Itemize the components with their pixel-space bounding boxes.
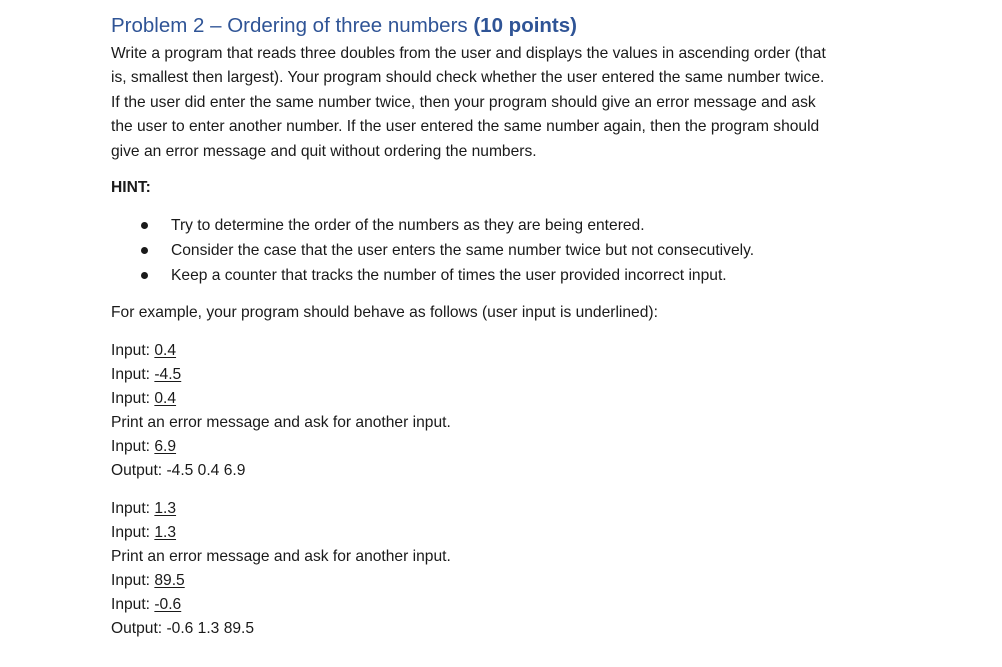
user-input: -0.6 (154, 596, 182, 613)
description-line: is, smallest then largest). Your program should check whether the user entered the same number twice. (111, 69, 825, 87)
hint-item (140, 238, 754, 263)
example-line (111, 569, 451, 593)
example-line (111, 459, 451, 483)
description-line: the user to enter another number. If the user entered the same number again, then the program should (111, 118, 820, 136)
title-text: Problem 2 – Ordering of three numbers (111, 14, 474, 37)
example-line (111, 387, 451, 411)
user-input: 1.3 (154, 524, 177, 541)
hint-text: Try to determine the order of the numbers as they are being entered. (171, 217, 645, 234)
hint-text: Keep a counter that tracks the number of times the user provided incorrect input. (171, 267, 727, 284)
description-line: Write a program that reads three doubles from the user and displays the values in ascending order (that (111, 45, 826, 62)
example-line (111, 435, 451, 459)
user-input: 0.4 (154, 390, 177, 407)
example-line (111, 545, 451, 569)
line-label: Input: (111, 596, 155, 613)
user-input: 0.4 (154, 342, 177, 359)
line-label: Input: (111, 366, 155, 383)
hint-item (140, 213, 754, 238)
line-label: Print an error message and ask for another input. (111, 548, 451, 565)
example-line (111, 411, 451, 435)
user-input: 1.3 (154, 500, 177, 517)
problem-title (111, 12, 577, 40)
line-label: Input: (111, 342, 155, 359)
example-line (111, 363, 451, 387)
line-label: Input: (111, 390, 155, 407)
hint-item (140, 263, 754, 288)
bullet-icon (141, 222, 148, 229)
hint-text: Consider the case that the user enters the same number twice but not consecutively. (171, 242, 755, 259)
hint-list (140, 213, 754, 288)
example-line (111, 521, 451, 545)
example-line (111, 339, 451, 363)
user-input: 6.9 (154, 438, 177, 455)
line-label: Print an error message and ask for another input. (111, 414, 451, 431)
description-line: give an error message and quit without ordering the numbers. (111, 142, 537, 160)
output-line: Output: -0.6 1.3 89.5 (111, 620, 255, 637)
title-points: (10 points) (473, 14, 577, 37)
line-label: Input: (111, 572, 155, 589)
line-label: Input: (111, 524, 155, 541)
example-block-2 (111, 497, 451, 641)
description-line: If the user did enter the same number twice, then your program should give an error message and ask (111, 93, 816, 111)
bullet-icon (141, 247, 148, 254)
user-input: -4.5 (154, 366, 182, 383)
example-line (111, 593, 451, 617)
example-intro: For example, your program should behave as follows (user input is underlined): (111, 304, 658, 321)
problem-description (111, 42, 911, 164)
hint-heading: HINT: (111, 179, 151, 196)
example-line (111, 497, 451, 521)
example-block-1 (111, 339, 451, 483)
line-label: Input: (111, 500, 155, 517)
user-input: 89.5 (154, 572, 185, 589)
line-label: Input: (111, 438, 155, 455)
bullet-icon (141, 272, 148, 279)
example-line (111, 617, 451, 641)
output-line: Output: -4.5 0.4 6.9 (111, 462, 246, 479)
